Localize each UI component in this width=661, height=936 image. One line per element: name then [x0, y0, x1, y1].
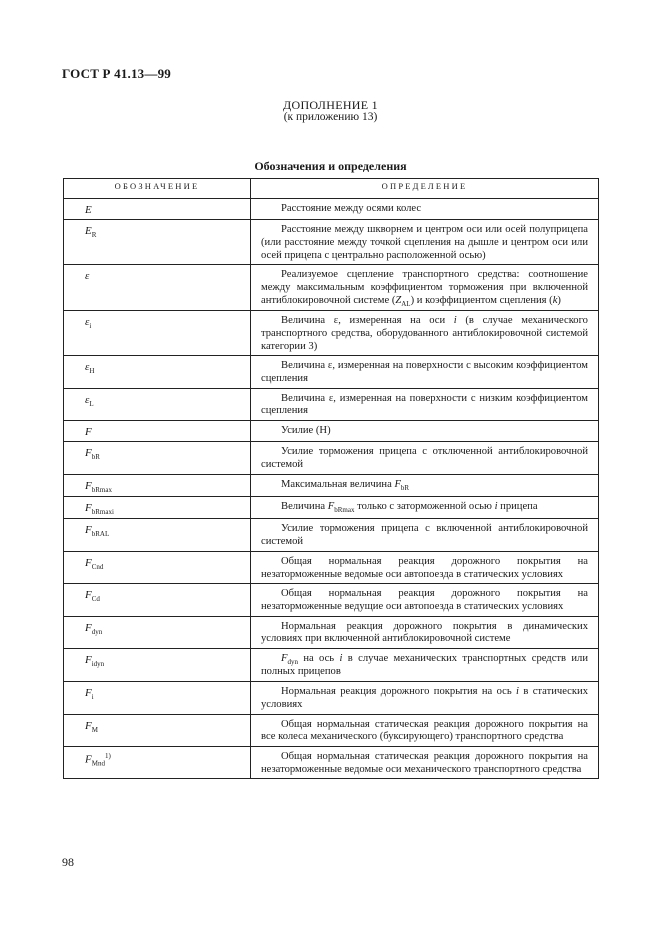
- definition-cell: Усилие торможения прицепа с отключенной антиблокировочной системой: [251, 442, 599, 474]
- symbol-cell: $F_{bRAL}$: [64, 519, 251, 551]
- page-number: 98: [62, 855, 74, 869]
- table-row: [64, 551, 599, 583]
- definition-cell: Общая нормальная статическая реакция дорожного покрытия на все колеса механического (буксирующего) транспортного средства: [251, 714, 599, 746]
- appendix-title: ДОПОЛНЕНИЕ 1: [283, 98, 378, 112]
- symbol-cell: $F_{Mnd}^{1)}$: [64, 746, 251, 778]
- symbol-cell: $F_{bR}$: [64, 442, 251, 474]
- table-row: [64, 199, 599, 220]
- symbol-cell: $F_{dyn}$: [64, 616, 251, 648]
- symbol-cell: $F_M$: [64, 714, 251, 746]
- definition-cell: Нормальная реакция дорожного покрытия в динамических условиях при включенной антиблокировочной системе: [251, 616, 599, 648]
- table-row: [64, 497, 599, 519]
- symbol-cell: $\varepsilon_L$: [64, 388, 251, 420]
- definition-cell: Величина $F_{bRmax}$ только с заторможенной осью i прицепа: [251, 497, 599, 519]
- document-code: ГОСТ Р 41.13—99: [62, 66, 171, 81]
- table-row: [64, 442, 599, 474]
- symbol-cell: $F_{Cd}$: [64, 584, 251, 616]
- definition-cell: Усилие торможения прицепа с включенной антиблокировочной системой: [251, 519, 599, 551]
- table-row: [64, 265, 599, 311]
- definition-cell: Реализуемое сцепление транспортного средства: соотношение между максимальным коэффициентом торможения при включенной антиблокировочной системе $(Z_{AL})$ и коэффициентом сцепления (k): [251, 265, 599, 311]
- column-header-symbol: ОБОЗНАЧЕНИЕ: [64, 179, 251, 199]
- symbol-cell: $F_{idyn}$: [64, 649, 251, 682]
- definition-cell: Расстояние между осями колес: [251, 199, 599, 220]
- definition-cell: Усилие (Н): [251, 421, 599, 442]
- symbol-cell: $\varepsilon_H$: [64, 356, 251, 388]
- definition-cell: Максимальная величина $F_{bR}$: [251, 474, 599, 496]
- definition-cell: Общая нормальная реакция дорожного покрытия на незаторможенные ведущие оси автопоезда в статических условиях: [251, 584, 599, 616]
- definition-cell: Величина ε, измеренная на поверхности с высоким коэффициентом сцепления: [251, 356, 599, 388]
- table-row: [64, 356, 599, 388]
- definition-cell: Величина ε, измеренная на поверхности с низким коэффициентом сцепления: [251, 388, 599, 420]
- table-row: [64, 584, 599, 616]
- symbol-cell: $F_{Cnd}$: [64, 551, 251, 583]
- table-title: Обозначения и определения: [254, 159, 407, 173]
- table-row: [64, 649, 599, 682]
- symbol-cell: ε: [64, 265, 251, 311]
- definition-cell: Общая нормальная реакция дорожного покрытия на незаторможенные ведомые оси автопоезда в статических условиях: [251, 551, 599, 583]
- table-row: [64, 474, 599, 496]
- table-row: [64, 682, 599, 714]
- symbol-cell: $E_R$: [64, 220, 251, 265]
- table-row: [64, 746, 599, 778]
- table-row: [64, 519, 599, 551]
- table-row: [64, 421, 599, 442]
- definition-cell: Расстояние между шкворнем и центром оси или осей полуприцепа (или расстояние между точкой сцепления на дышле и центром оси или осей прицепа с центрально расположенной осью): [251, 220, 599, 265]
- symbol-cell: E: [64, 199, 251, 220]
- definition-cell: Общая нормальная статическая реакция дорожного покрытия на незаторможенные ведомые оси механического транспортного средства: [251, 746, 599, 778]
- table-row: [64, 388, 599, 420]
- definition-cell: Нормальная реакция дорожного покрытия на ось i в статических условиях: [251, 682, 599, 714]
- column-header-definition: ОПРЕДЕЛЕНИЕ: [251, 179, 599, 199]
- symbol-cell: F: [64, 421, 251, 442]
- appendix-subtitle: (к приложению 13): [283, 111, 378, 123]
- symbol-cell: $F_{bRmaxi}$: [64, 497, 251, 519]
- definition-cell: $F_{dyn}$ на ось i в случае механических транспортных средств или полных прицепов: [251, 649, 599, 682]
- table-row: [64, 714, 599, 746]
- symbol-cell: $F_{bRmax}$: [64, 474, 251, 496]
- table-header-row: [64, 179, 599, 199]
- symbol-cell: $F_i$: [64, 682, 251, 714]
- table-row: [64, 311, 599, 356]
- definition-cell: Величина ε, измеренная на оси i (в случае механического транспортного средства, оборудованного антиблокировочной системой категории 3): [251, 311, 599, 356]
- footnote-mark: 1): [104, 751, 111, 760]
- symbol-cell: $\varepsilon_i$: [64, 311, 251, 356]
- table-row: [64, 616, 599, 648]
- table-row: [64, 220, 599, 265]
- definitions-table: [63, 178, 599, 779]
